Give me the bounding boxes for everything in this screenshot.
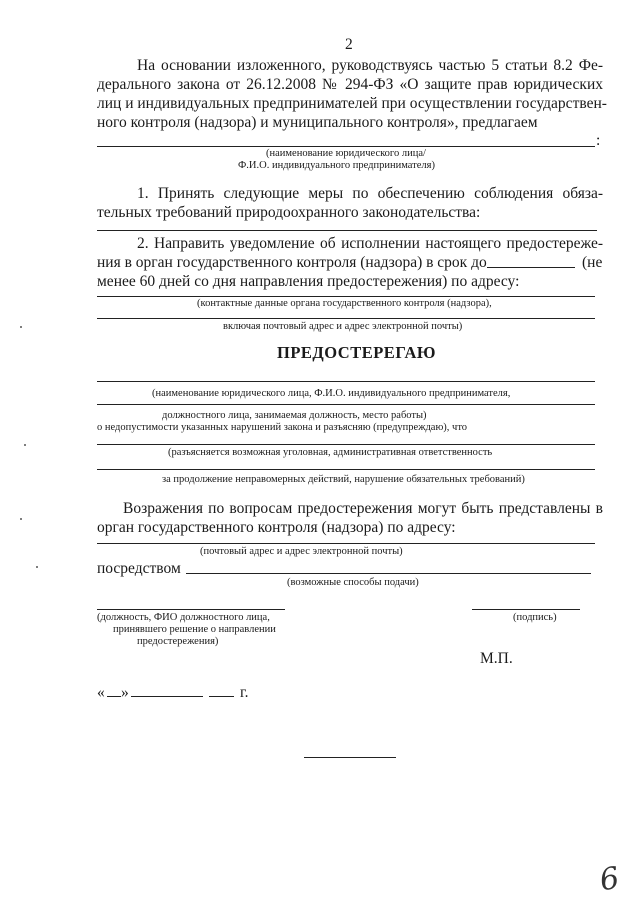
hint-org-line-2: Ф.И.О. индивидуального предпринимателя): [238, 160, 435, 171]
official-hint-line-2: принявшего решение о направлении: [113, 624, 276, 635]
intro-line-2: дерального закона от 26.12.2008 № 294-ФЗ «О защите прав юридических: [97, 76, 603, 93]
hint-warn-line-2: должностного лица, занимаемая должность, место работы): [162, 410, 427, 421]
date-month-blank: [131, 696, 203, 697]
handwritten-page-mark: 6: [597, 860, 622, 899]
hint-methods: (возможные способы подачи): [287, 577, 419, 588]
hint-warn-line-3: о недопустимости указанных нарушений закона и разъясняю (предупреждаю), что: [97, 422, 468, 433]
hint-warn-line-5: за продолжение неправомерных действий, нарушение обязательных требований): [162, 474, 525, 485]
item-2-line-2-text: ния в орган государственного контроля (надзора) в срок до: [97, 254, 487, 271]
signature-hint: (подпись): [513, 612, 557, 623]
bottom-separator-line: [304, 757, 396, 758]
item-2-line-1: 2. Направить уведомление об исполнении настоящего предостереже-: [137, 235, 603, 252]
date-quote-open: «: [97, 684, 105, 701]
deadline-blank-line: [487, 267, 575, 268]
warn-blank-line-4: [97, 469, 595, 470]
item-1-line-2: тельных требований природоохранного законодательства:: [97, 204, 481, 221]
via-blank-line: [186, 573, 591, 574]
hint-warn-line-4: (разъясняется возможная уголовная, административная ответственность: [168, 447, 493, 458]
item-1-line-1: 1. Принять следующие меры по обеспечению соблюдения обяза-: [137, 185, 603, 202]
intro-line-1: На основании изложенного, руководствуясь частью 5 статьи 8.2 Фе-: [137, 57, 603, 74]
signature-blank-line: [472, 609, 580, 610]
objections-line-2: орган государственного контроля (надзора) по адресу:: [97, 519, 456, 536]
item-2-line-2-end: (не: [582, 254, 603, 271]
hint-warn-line-1: (наименование юридического лица, Ф.И.О. индивидуального предпринимателя,: [152, 388, 511, 399]
official-blank-line: [97, 609, 285, 610]
objections-line-1: Возражения по вопросам предостережения могут быть представлены в: [123, 500, 603, 517]
org-line-colon: :: [596, 132, 601, 149]
hint-contacts-line-2: включая почтовый адрес и адрес электронной почты): [223, 321, 463, 332]
contacts-blank-line-2: [97, 318, 595, 319]
address-blank-line: [97, 543, 595, 544]
date-year-blank: [209, 696, 234, 697]
date-year-suffix: г.: [240, 684, 249, 701]
warn-blank-line-3: [97, 444, 595, 445]
intro-line-4: ного контроля (надзора) и муниципального контроля», предлагаем: [97, 114, 538, 131]
intro-line-3: лиц и индивидуальных предпринимателей при осуществлении государствен-: [97, 95, 607, 112]
official-hint-line-3: предостережения): [137, 636, 219, 647]
org-name-blank-line: [97, 146, 595, 147]
item-2-line-3: менее 60 дней со дня направления предостережения) по адресу:: [97, 273, 520, 290]
scan-speck: [20, 326, 22, 328]
page-number: 2: [345, 36, 353, 53]
hint-org-line-1: (наименование юридического лица/: [266, 148, 426, 159]
warning-heading: ПРЕДОСТЕРЕГАЮ: [277, 343, 437, 362]
date-quote-close: »: [121, 684, 129, 701]
via-label: посредством: [97, 560, 181, 577]
scan-speck: [24, 444, 26, 446]
contacts-blank-line-1: [97, 296, 595, 297]
warn-blank-line-1: [97, 381, 595, 382]
warn-blank-line-2: [97, 404, 595, 405]
hint-address: (почтовый адрес и адрес электронной почты): [200, 546, 403, 557]
date-day-blank: [107, 696, 121, 697]
item-1-blank-line: [97, 230, 597, 231]
stamp-placeholder: М.П.: [480, 650, 513, 667]
scan-speck: [20, 518, 22, 520]
hint-contacts-line-1: (контактные данные органа государственного контроля (надзора),: [197, 298, 492, 309]
scan-speck: [36, 566, 38, 568]
official-hint-line-1: (должность, ФИО должностного лица,: [97, 612, 270, 623]
